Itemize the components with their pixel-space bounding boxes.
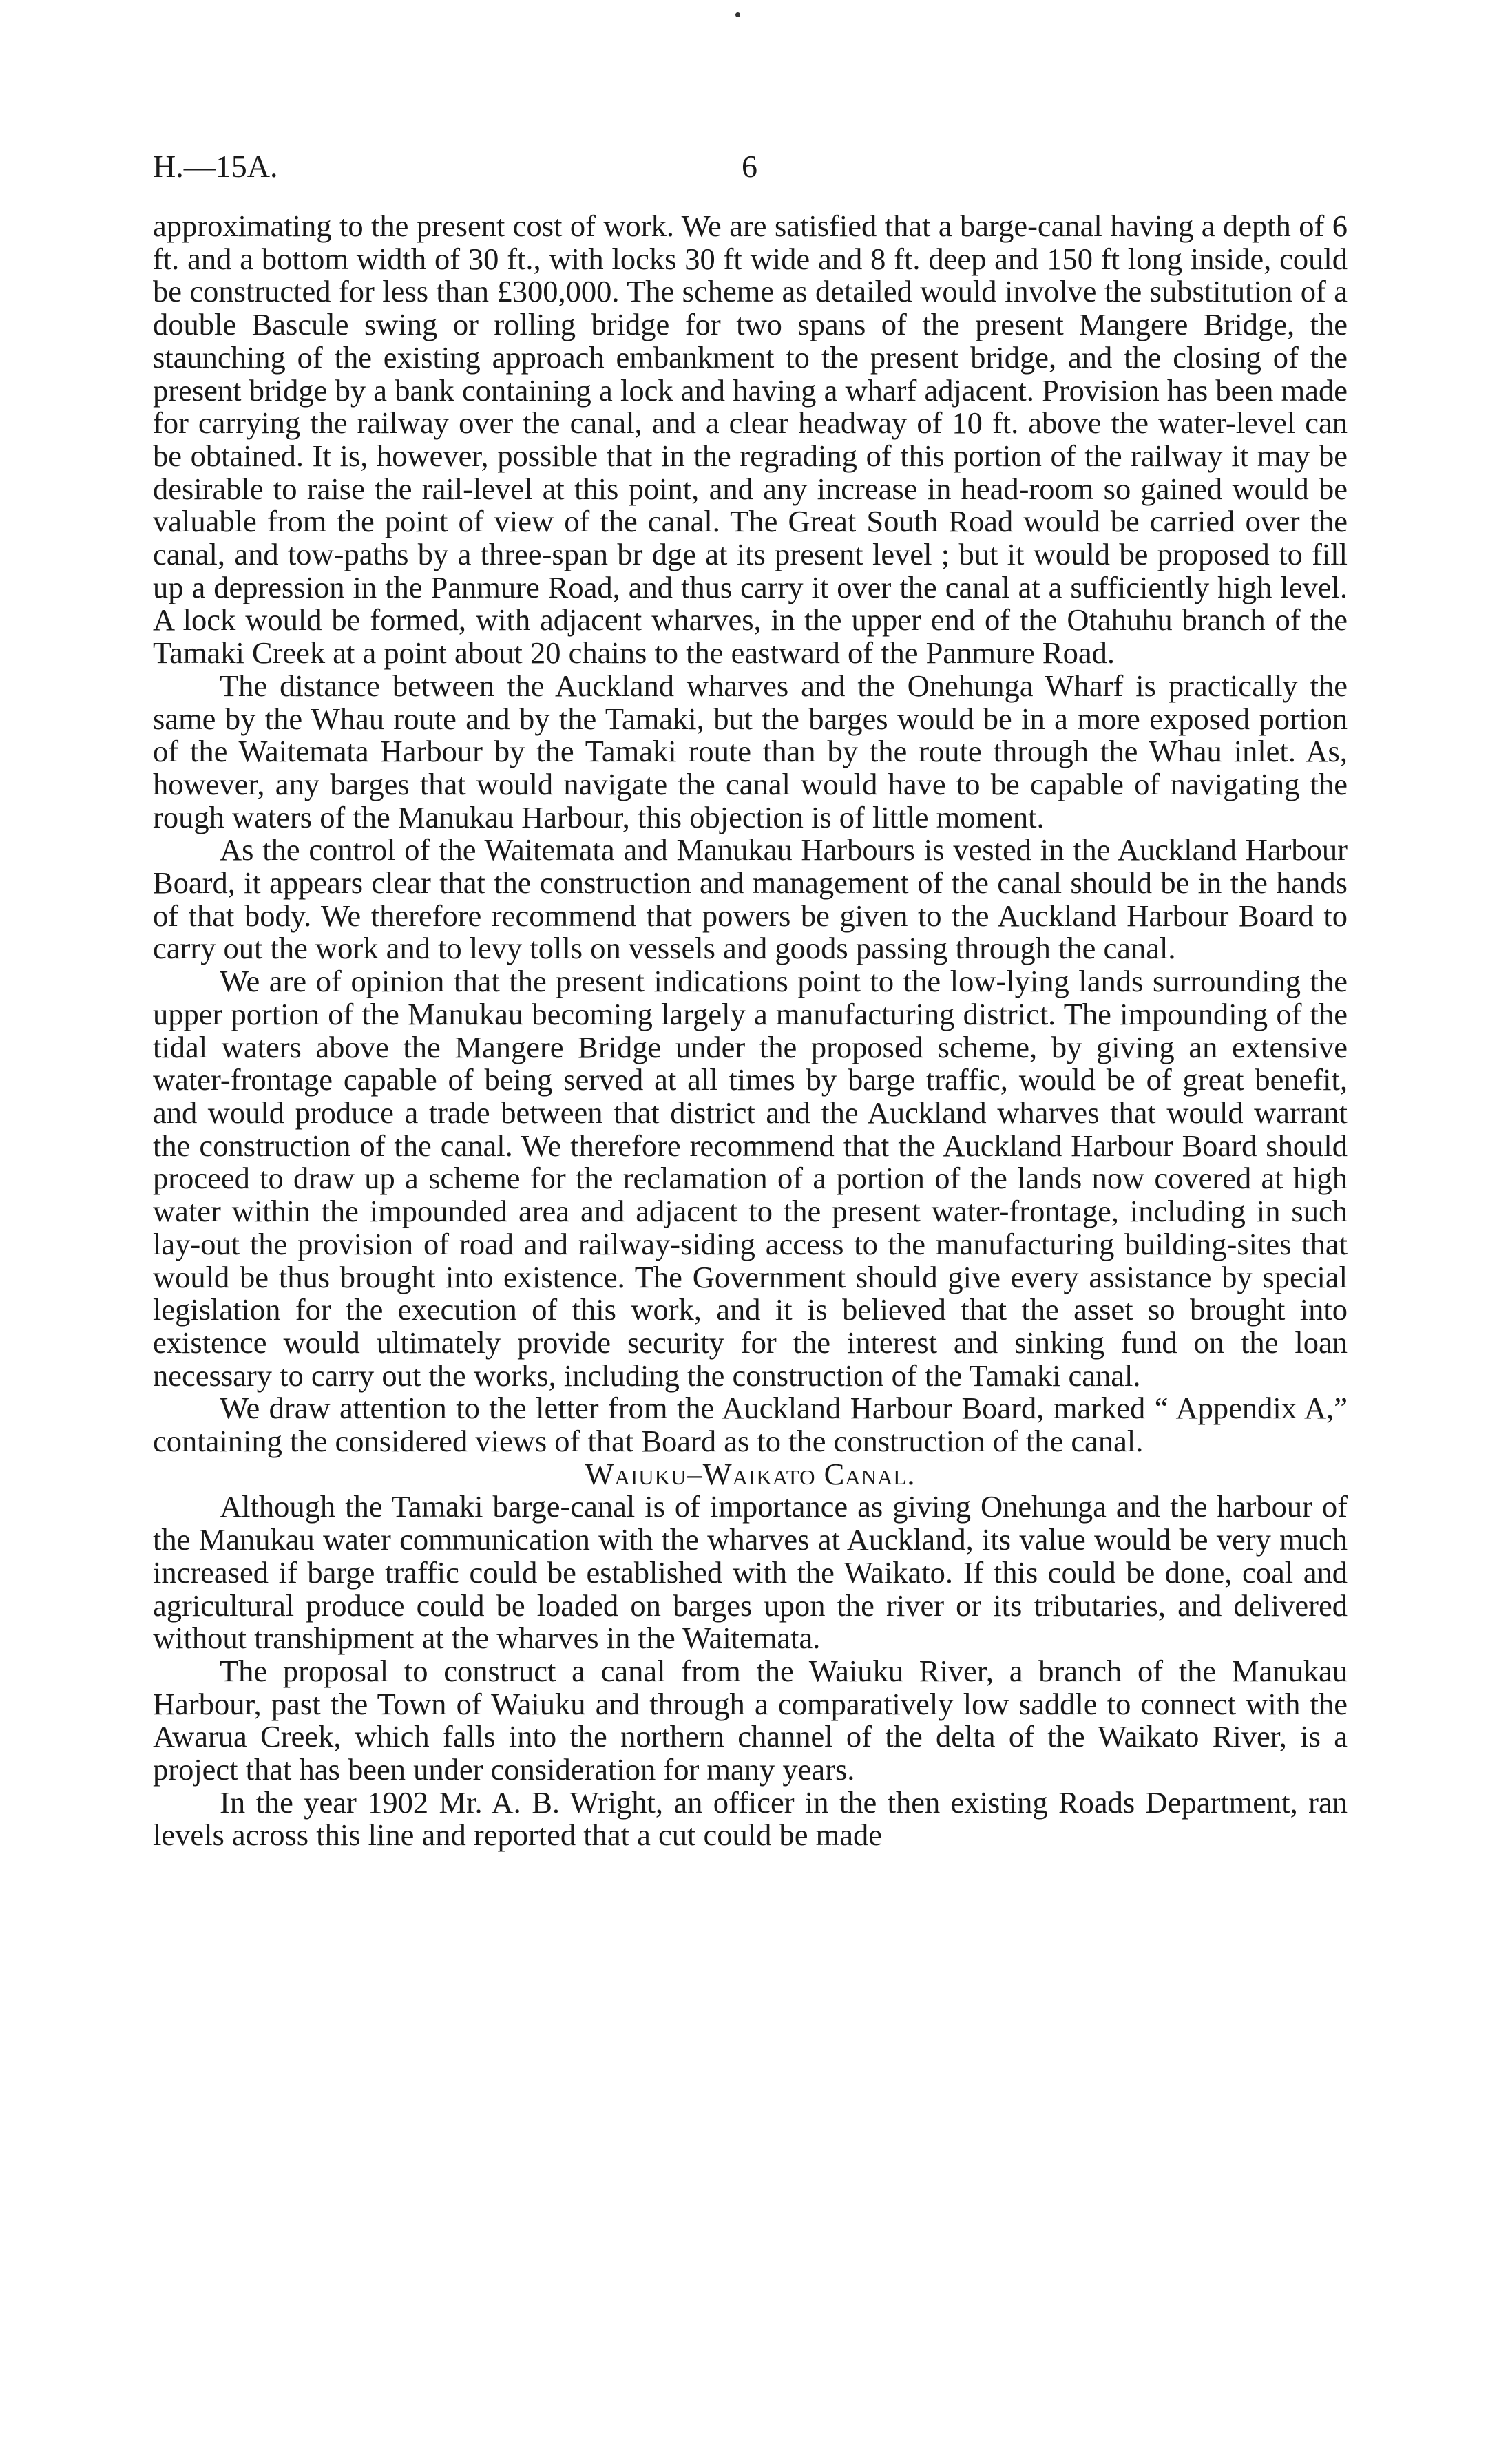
paragraph: approximating to the present cost of work. We are satisfied that a barge-canal having a depth of 6 ft. and a bottom width of 30 ft., with locks 30 ft wide and 8 ft. deep and 150 ft long inside, could be constructed for less than £300,000. The scheme as detailed would involve the substitution of a double Bascule swing or rolling bridge for two spans of the present Mangere Bridge, the staunching of the existing approach embankment to the present bridge, and the closing of the present bridge by a bank containing a lock and having a wharf adjacent. Provision has been made for carrying the railway over the canal, and a clear headway of 10 ft. above the water-level can be obtained. It is, however, possible that in the regrading of this portion of the railway it may be desirable to raise the rail-level at this point, and any increase in head-room so gained would be valuable from the point of view of the canal. The Great South Road would be carried over the canal, and tow-paths by a three-span br dge at its present level ; but it would be proposed to fill up a depression in the Panmure Road, and thus carry it over the canal at a sufficiently high level. A lock would be formed, with adjacent wharves, in the upper end of the Otahuhu branch of the Tamaki Creek at a point about 20 chains to the eastward of the Panmure Road.	[153, 209, 1348, 671]
body-text	[153, 210, 1348, 1852]
top-dot	[735, 12, 740, 17]
paragraph: We draw attention to the letter from the Auckland Harbour Board, marked “ Appendix A,” containing the considered views of that Board as to the construction of the canal.	[153, 1391, 1348, 1459]
paragraph: We are of opinion that the present indications point to the low-lying lands surrounding the upper portion of the Manukau becoming largely a manufacturing district. The impounding of the tidal waters above the Mangere Bridge under the proposed scheme, by giving an extensive water-frontage capable of being served at all times by barge traffic, would be of great benefit, and would produce a trade between that district and the Auckland wharves that would warrant the construction of the canal. We therefore recommend that the Auckland Harbour Board should proceed to draw up a scheme for the reclamation of a portion of the lands now covered at high water within the impounded area and adjacent to the present water-frontage, including in such lay-out the provision of road and railway-siding access to the manufacturing building-sites that would be thus brought into existence. The Government should give every assistance by special legislation for the execution of this work, and it is believed that the asset so brought into existence would ultimately provide security for the interest and sinking fund on the loan necessary to carry out the works, including the construction of the Tamaki canal.	[153, 964, 1348, 1393]
paragraph: Although the Tamaki barge-canal is of importance as giving Onehunga and the harbour of the Manukau water communication with the wharves at Auckland, its value would be very much increased if barge traffic could be established with the Waikato. If this could be done, coal and agricultural produce could be loaded on barges upon the river or its tributaries, and delivered without transhipment at the wharves in the Waitemata.	[153, 1489, 1348, 1656]
page-number: 6	[742, 149, 757, 184]
paragraph: In the year 1902 Mr. A. B. Wright, an officer in the then existing Roads Department, ran levels across this line and reported that a cut could be made	[153, 1784, 1348, 1853]
paragraph: The distance between the Auckland wharves and the Onehunga Wharf is practically the same by the Whau route and by the Tamaki, but the barges would be in a more exposed portion of the Waitemata Harbour by the Tamaki route than by the route through the Whau inlet. As, however, any barges that would navigate the canal would have to be capable of navigating the rough waters of the Manukau Harbour, this objection is of little moment.	[153, 668, 1348, 834]
page-header	[153, 148, 1335, 189]
paragraph: The proposal to construct a canal from the Waiuku River, a branch of the Manukau Harbour, past the Town of Waiuku and through a comparatively low saddle to connect with the Awarua Creek, which falls into the northern channel of the delta of the Waikato River, is a project that has been under consideration for many years.	[153, 1653, 1348, 1787]
section-heading: Waiuku–Waikato Canal.	[585, 1456, 916, 1491]
paragraph: As the control of the Waitemata and Manukau Harbours is vested in the Auckland Harbour Board, it appears clear that the construction and management of the canal should be in the hands of that body. We therefore recommend that powers be given to the Auckland Harbour Board to carry out the work and to levy tolls on vessels and goods passing through the canal.	[153, 832, 1348, 966]
document-reference: H.—15A.	[153, 149, 278, 184]
